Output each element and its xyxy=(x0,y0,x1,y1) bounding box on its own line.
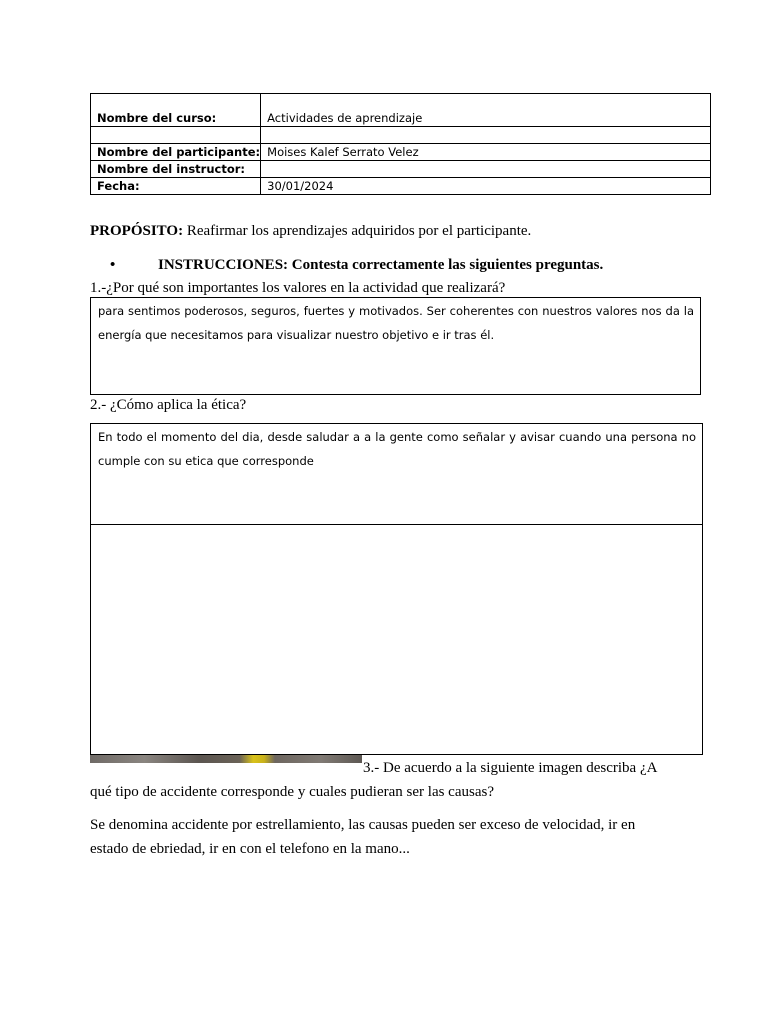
question-3-line-2: qué tipo de accidente corresponde y cuales pudieran ser las causas? xyxy=(90,784,494,800)
question-2: 2.- ¿Cómo aplica la ética? xyxy=(90,397,247,413)
instructor-label: Nombre del instructor: xyxy=(91,161,261,178)
purpose-label: PROPÓSITO: xyxy=(90,223,184,239)
instructions-text: INSTRUCCIONES: Contesta correctamente las siguientes preguntas. xyxy=(158,257,604,273)
instructions-line xyxy=(110,256,603,274)
instructor-value xyxy=(261,161,711,178)
answer-2-box: En todo el momento del dia, desde saludar a a la gente como señalar y avisar cuando una persona no cumple con su etica que corresponde xyxy=(90,423,703,525)
answer-1-box: para sentimos poderosos, seguros, fuertes y motivados. Ser coherentes con nuestros valores nos da la energía que necesitamos para visualizar nuestro objetivo e ir tras él. xyxy=(90,297,701,395)
date-value: 30/01/2024 xyxy=(261,178,711,195)
bullet-icon: • xyxy=(110,257,116,273)
date-label: Fecha: xyxy=(91,178,261,195)
question-1: 1.-¿Por qué son importantes los valores en la actividad que realizará? xyxy=(90,280,506,296)
participant-row xyxy=(91,144,711,161)
course-row xyxy=(91,94,711,127)
blank-cell-right xyxy=(261,127,711,144)
image-frame xyxy=(90,524,703,755)
course-info-table xyxy=(90,93,711,195)
purpose-text: Reafirmar los aprendizajes adquiridos por el participante. xyxy=(183,223,532,239)
blank-cell-left xyxy=(91,127,261,144)
accident-image xyxy=(90,755,362,763)
course-value: Actividades de aprendizaje xyxy=(261,94,711,127)
blank-row xyxy=(91,127,711,144)
participant-label: Nombre del participante: xyxy=(91,144,261,161)
participant-value: Moises Kalef Serrato Velez xyxy=(261,144,711,161)
date-row xyxy=(91,178,711,195)
instructor-row xyxy=(91,161,711,178)
answer-3-line-2: estado de ebriedad, ir en con el telefono en la mano... xyxy=(90,841,410,857)
purpose-line xyxy=(90,222,531,240)
course-label: Nombre del curso: xyxy=(91,94,261,127)
question-3-line-1: 3.- De acuerdo a la siguiente imagen describa ¿A xyxy=(363,760,658,776)
answer-3-line-1: Se denomina accidente por estrellamiento, las causas pueden ser exceso de velocidad, ir en xyxy=(90,817,636,833)
